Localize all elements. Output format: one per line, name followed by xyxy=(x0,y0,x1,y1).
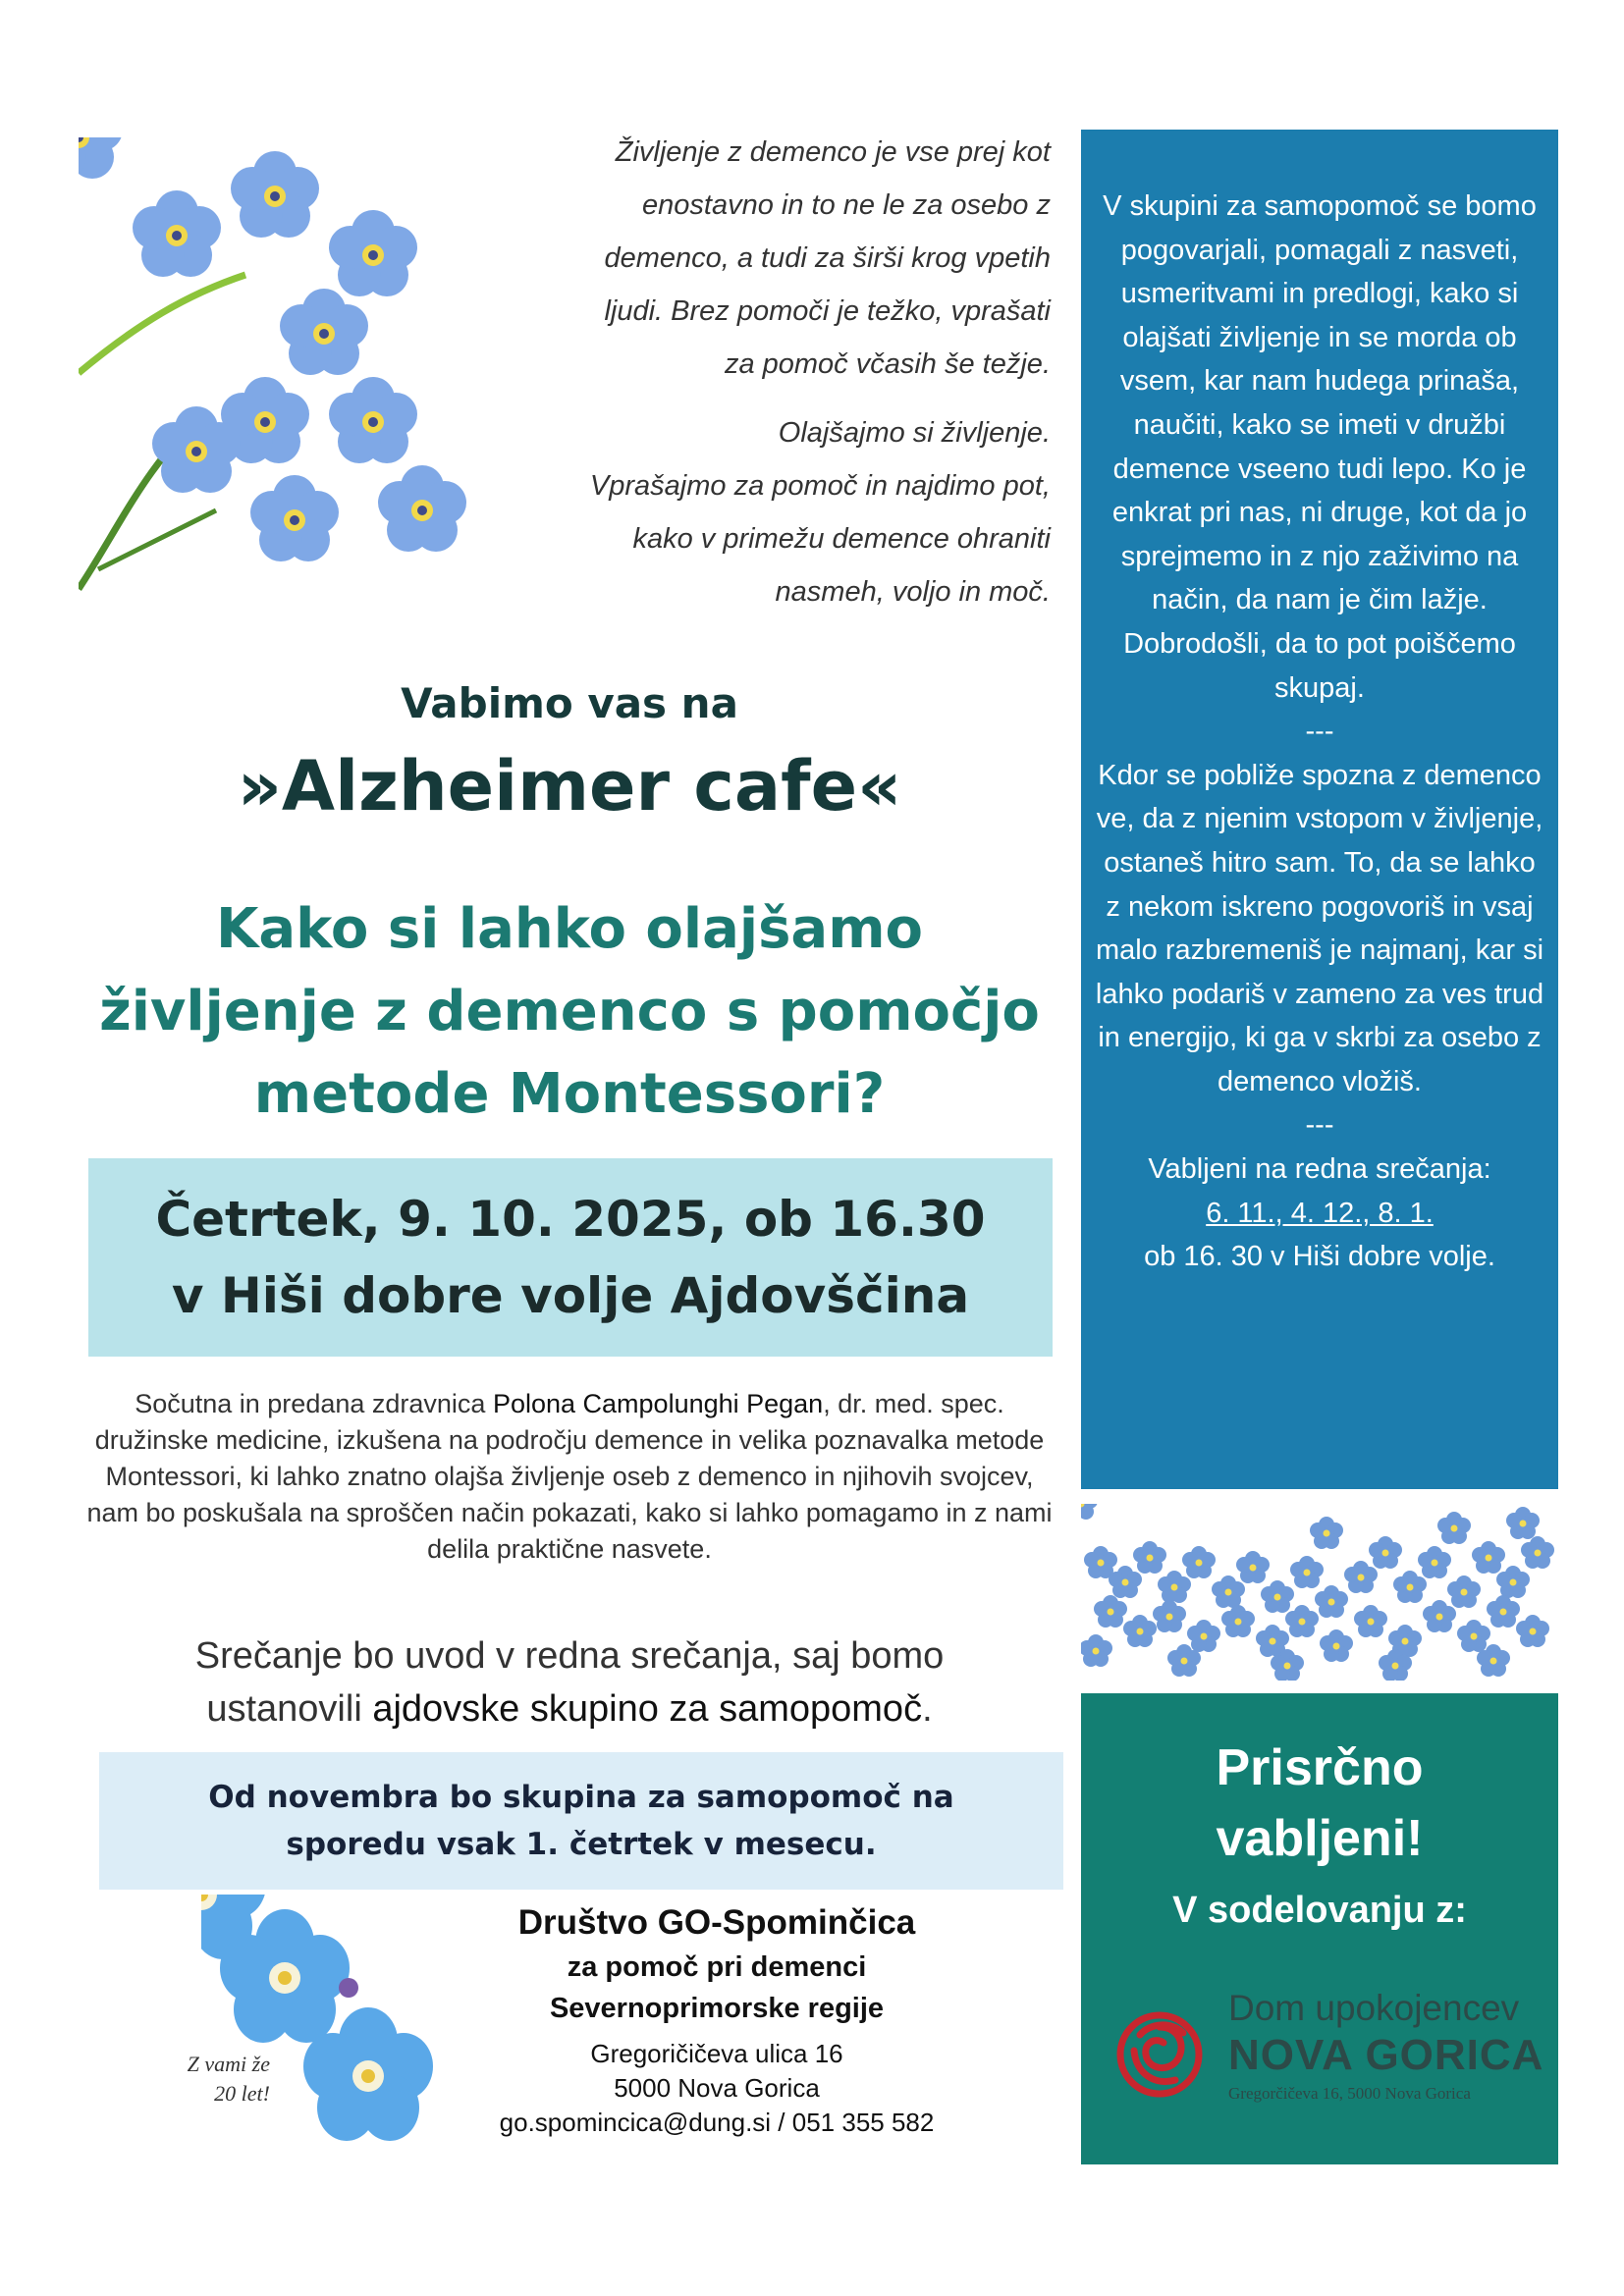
collaboration-label: V sodelovanju z: xyxy=(1172,1890,1467,1931)
intro-text xyxy=(471,126,1051,634)
forget-me-not-flowers-image xyxy=(79,137,511,628)
welcome-box xyxy=(1081,1693,1558,2164)
event-date-box xyxy=(88,1158,1053,1357)
society-contact: go.spomincica@dung.si / 051 355 582 xyxy=(499,2108,935,2137)
society-info: Društvo GO-Spominčica za pomoč pri demenci Severnoprimorske regije Gregoričičeva ulica 16 5000 Nova Gorica go.spomincica@dung.si / 051 355 582 xyxy=(442,1899,992,2140)
self-help-info-box: V skupini za samopomoč se bomo pogovarjali, pomagali z nasveti, usmeritvami in predlogi, kako si olajšati življenje in se morda ob vsem, kar nam hudega prinaša, naučiti, kako se imeti v družbi demence vseeno tudi lepo. Ko je enkrat pri nas, ni druge, kot da jo sprejmemo in z njo zaživimo na način, da nam je čim lažje. Dobrodošli, da to pot poiščemo skupaj. --- Kdor se pobliže spozna z demenco ve, da z njenim vstopom v življenje, ostaneš hitro sam. To, da se lahko z nekom iskreno pogovoriš in vsaj malo razbremeniš je najmanj, kar si lahko podariš v zameno za ves trud in energijo, ki ga v skrbi za osebo z demenco vložiš. --- Vabljeni na redna srečanja: 6. 11., 4. 12., 8. 1. ob 16. 30 v Hiši dobre volje. xyxy=(1081,130,1558,1489)
anniversary-note: Z vami že 20 let! xyxy=(187,2052,270,2106)
rose-icon xyxy=(1110,2005,1209,2104)
speaker-name: Polona Campolunghi Pegan xyxy=(492,1389,824,1418)
headline: Kako si lahko olajšamo življenje z demenco s pomočjo metode Montessori? xyxy=(99,897,1040,1126)
november-notice-box: Od novembra bo skupina za samopomoč na sporedu vsak 1. četrtek v mesecu. xyxy=(99,1752,1063,1890)
self-help-group: ajdovske skupino za samopomoč xyxy=(372,1688,923,1730)
speaker-description: Sočutna in predana zdravnica Polona Campolunghi Pegan, dr. med. spec. družinske medicine, izkušena na področju demence in velika poznavalka metode Montessori, ki lahko znatno olajša življenje oseb z demenco in njihovih svojcev, nam bo poskušala na sproščen način pokazati, kako si lahko pomagamo in z nami delila praktične nasvete. xyxy=(86,1389,1053,1564)
meeting-dates: 6. 11., 4. 12., 8. 1. xyxy=(1206,1197,1434,1229)
meeting-intro: Srečanje bo uvod v redna srečanja, saj bomo ustanovili ajdovske skupino za samopomoč. xyxy=(194,1635,945,1730)
intro-paragraph-1: Življenje z demenco je vse prej kot enostavno in to ne le za osebo z demenco, a tudi za širši krog vpetih ljudi. Brez pomoči je težko, vprašati za pomoč včasih še težje. xyxy=(604,136,1051,380)
partner-logo: Dom upokojencev NOVA GORICA Gregorčičeva 16, 5000 Nova Gorica xyxy=(1103,1978,1539,2125)
forget-me-not-logo-image xyxy=(201,1895,452,2160)
intro-paragraph-2: Olajšajmo si življenje. Vprašajmo za pomoč in najdimo pot, kako v primežu demence ohraniti nasmeh, voljo in moč. xyxy=(589,417,1051,608)
society-address: Gregoričičeva ulica 16 xyxy=(590,2039,843,2068)
welcome-title: Prisrčno vabljeni! xyxy=(1216,1739,1424,1867)
forget-me-not-band-image xyxy=(1081,1504,1558,1681)
event-place: v Hiši dobre volje Ajdovščina xyxy=(171,1267,970,1324)
society-name: Društvo GO-Spominčica xyxy=(517,1903,916,1942)
invite-line: Vabimo vas na xyxy=(401,679,738,727)
event-title: »Alzheimer cafe« xyxy=(237,746,902,827)
event-date: Četrtek, 9. 10. 2025, ob 16.30 xyxy=(155,1191,986,1248)
